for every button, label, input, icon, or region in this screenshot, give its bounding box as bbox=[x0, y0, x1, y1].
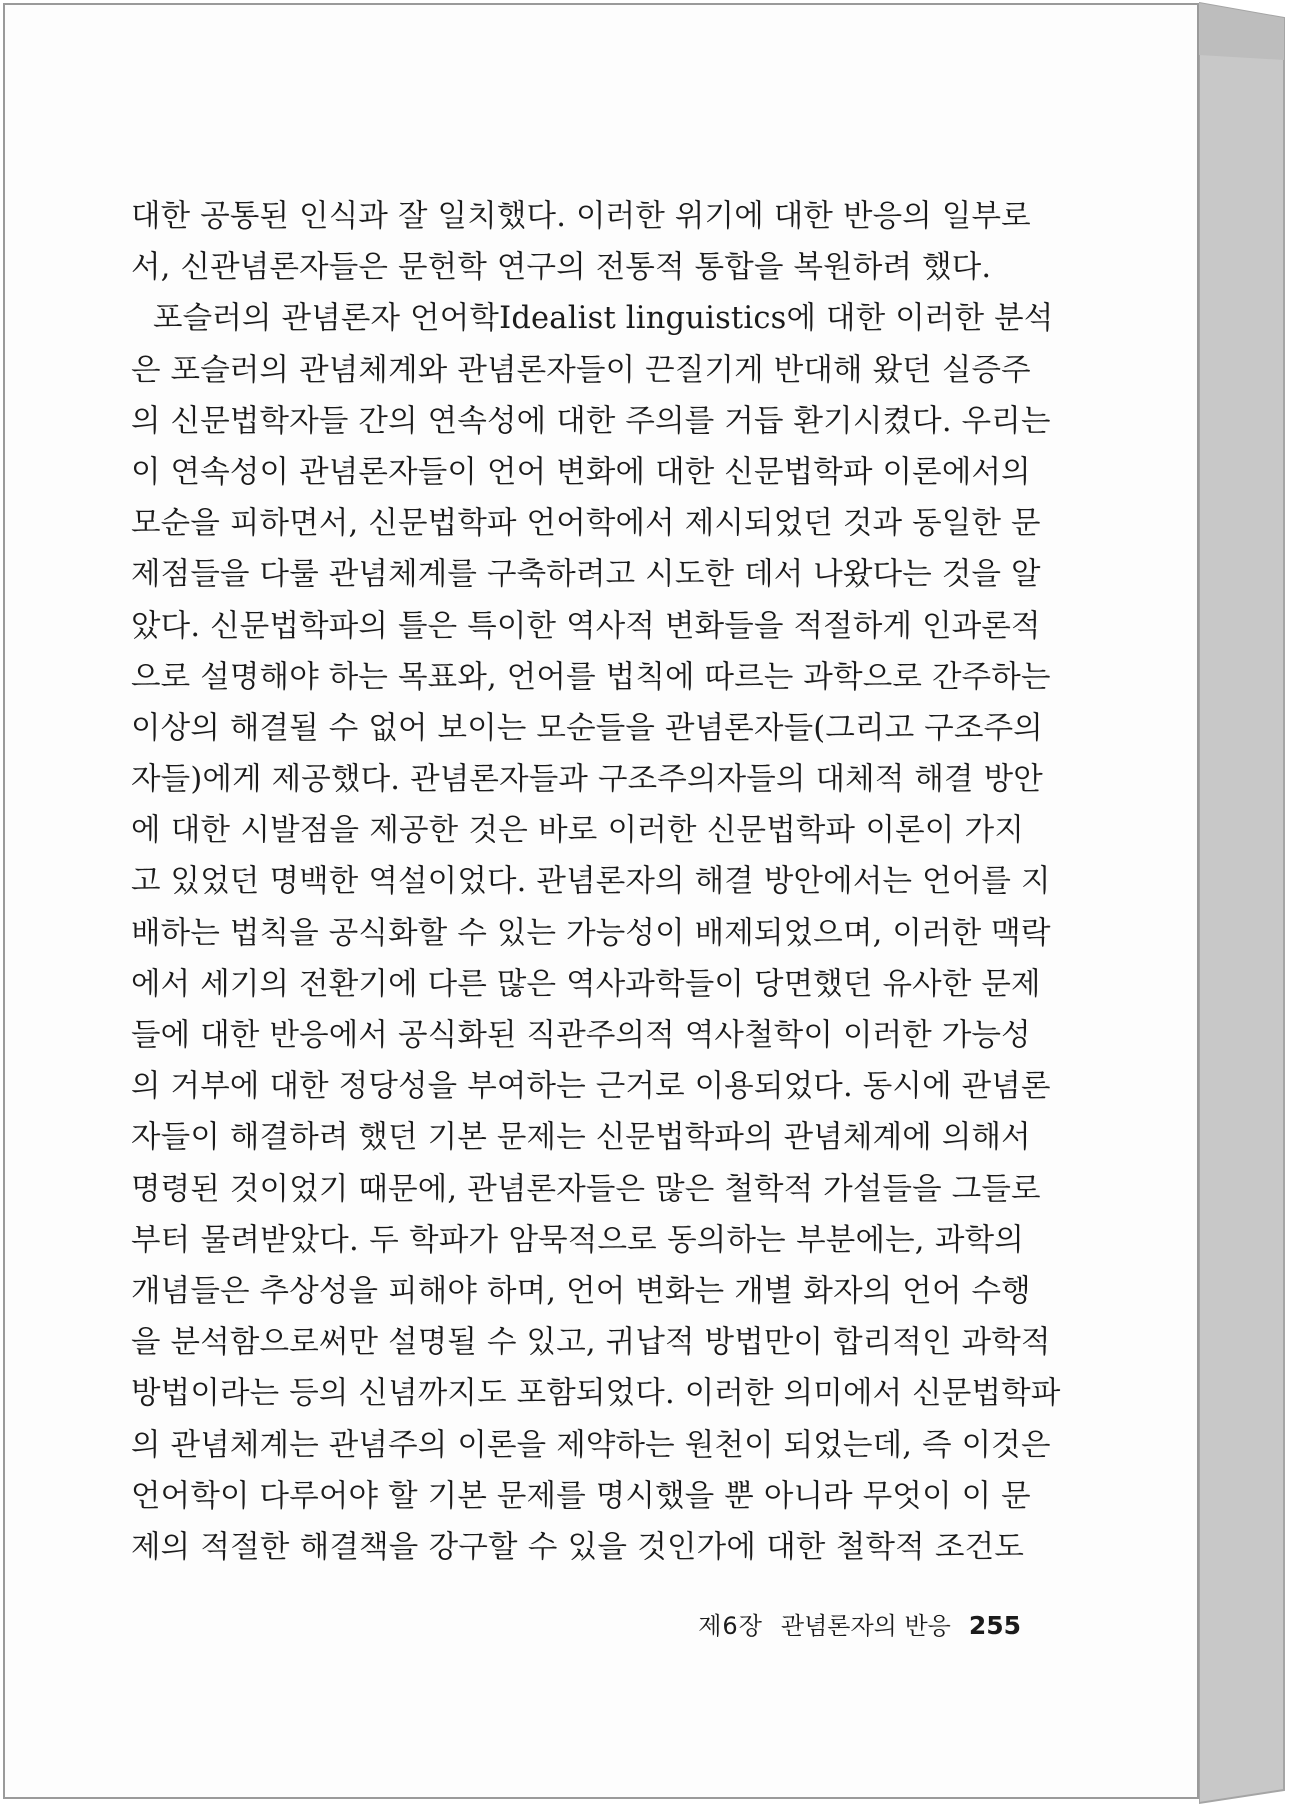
text-line: 들에 대한 반응에서 공식화된 직관주의적 역사철학이 이러한 가능성 bbox=[131, 1018, 1031, 1053]
text-line: 의 관념체계는 관념주의 이론을 제약하는 원천이 되었는데, 즉 이것은 bbox=[131, 1427, 1051, 1463]
text-line: 포슬러의 관념론자 언어학Idealist linguistics에 대한 이러한 분석 bbox=[153, 301, 1054, 337]
text-line: 부터 물려받았다. 두 학파가 암묵적으로 동의하는 부분에는, 과학의 bbox=[131, 1222, 1024, 1258]
text-line: 이 연속성이 관념론자들이 언어 변화에 대한 신문법학파 이론에서의 bbox=[131, 454, 1031, 490]
text-line: 대한 공통된 인식과 잘 일치했다. 이러한 위기에 대한 반응의 일부로 bbox=[131, 199, 1031, 234]
body-text bbox=[131, 191, 1061, 1573]
chapter-label: 제6장 bbox=[698, 1612, 763, 1640]
text-line: 자들이 해결하려 했던 기본 문제는 신문법학파의 관념체계에 의해서 bbox=[131, 1120, 1031, 1156]
text-line: 언어학이 다루어야 할 기본 문제를 명시했을 뿐 아니라 무엇이 이 문 bbox=[131, 1478, 1031, 1514]
text-line: 은 포슬러의 관념체계와 관념론자들이 끈질기게 반대해 왔던 실증주 bbox=[131, 352, 1031, 388]
chapter-title: 관념론자의 반응 bbox=[780, 1612, 951, 1640]
text-line: 이상의 해결될 수 없어 보이는 모순들을 관념론자들(그리고 구조주의 bbox=[131, 710, 1043, 746]
text-line: 으로 설명해야 하는 목표와, 언어를 법칙에 따르는 과학으로 간주하는 bbox=[131, 659, 1051, 695]
text-line: 모순을 피하면서, 신문법학파 언어학에서 제시되었던 것과 동일한 문 bbox=[131, 506, 1041, 542]
text-line: 서, 신관념론자들은 문헌학 연구의 전통적 통합을 복원하려 했다. bbox=[131, 250, 992, 286]
running-footer bbox=[698, 1606, 1021, 1641]
text-line: 명령된 것이었기 때문에, 관념론자들은 많은 철학적 가설들을 그들로 bbox=[131, 1171, 1041, 1207]
text-line: 고 있었던 명백한 역설이었다. 관념론자의 해결 방안에서는 언어를 지 bbox=[131, 864, 1051, 900]
text-line: 에 대한 시발점을 제공한 것은 바로 이러한 신문법학파 이론이 가지 bbox=[131, 813, 1024, 849]
text-line: 자들)에게 제공했다. 관념론자들과 구조주의자들의 대체적 해결 방안 bbox=[131, 762, 1043, 798]
page-stack-edge bbox=[1199, 0, 1311, 1806]
text-line: 방법이라는 등의 신념까지도 포함되었다. 이러한 의미에서 신문법학파 bbox=[131, 1376, 1061, 1412]
text-line: 의 신문법학자들 간의 연속성에 대한 주의를 거듭 환기시켰다. 우리는 bbox=[131, 403, 1051, 439]
text-line: 의 거부에 대한 정당성을 부여하는 근거로 이용되었다. 동시에 관념론 bbox=[131, 1069, 1051, 1105]
page-number: 255 bbox=[968, 1611, 1021, 1640]
text-line: 제점들을 다룰 관념체계를 구축하려고 시도한 데서 나왔다는 것을 알 bbox=[131, 557, 1041, 593]
text-line: 았다. 신문법학파의 틀은 특이한 역사적 변화들을 적절하게 인과론적 bbox=[131, 608, 1041, 644]
text-line: 배하는 법칙을 공식화할 수 있는 가능성이 배제되었으며, 이러한 맥락 bbox=[131, 915, 1051, 951]
text-line: 에서 세기의 전환기에 다른 많은 역사과학들이 당면했던 유사한 문제 bbox=[131, 966, 1041, 1002]
text-line: 제의 적절한 해결책을 강구할 수 있을 것인가에 대한 철학적 조건도 bbox=[131, 1529, 1024, 1565]
text-line: 을 분석함으로써만 설명될 수 있고, 귀납적 방법만이 합리적인 과학적 bbox=[131, 1325, 1051, 1361]
text-line: 개념들은 추상성을 피해야 하며, 언어 변화는 개별 화자의 언어 수행 bbox=[131, 1273, 1031, 1309]
